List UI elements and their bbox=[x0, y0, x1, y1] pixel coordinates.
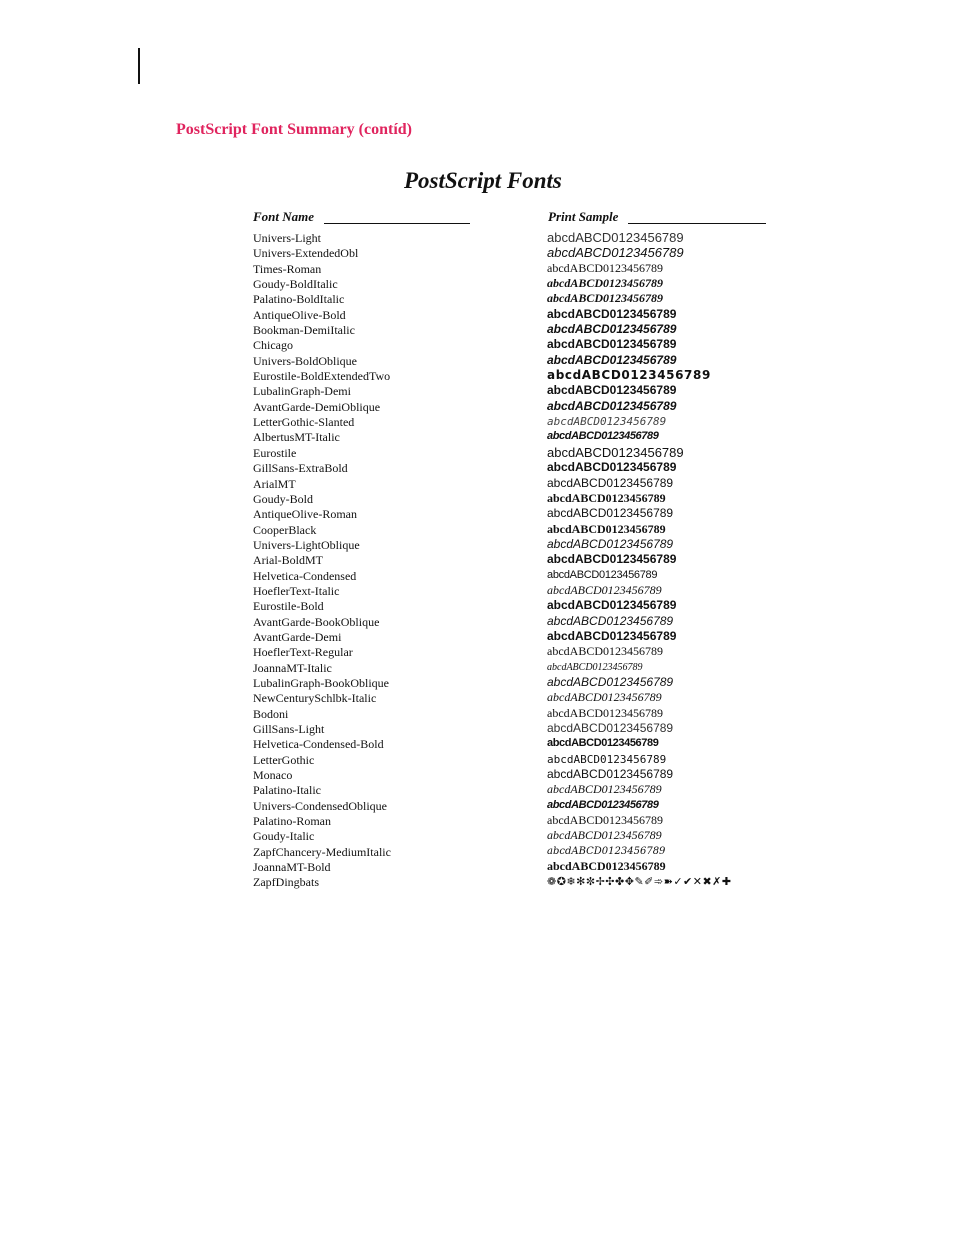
font-name-cell: Helvetica-Condensed-Bold bbox=[253, 737, 384, 752]
print-sample-cell: abcdABCD0123456789 bbox=[547, 415, 667, 429]
font-name-cell: Arial-BoldMT bbox=[253, 553, 323, 568]
print-sample-cell: ❁✪❄✻✼✢✣✤✥✎✐➾➽✓✔✕✖✗✚ bbox=[547, 875, 732, 889]
print-sample-cell: abcdABCD0123456789 bbox=[547, 628, 677, 643]
print-sample-cell: abcdABCD0123456789 bbox=[547, 661, 643, 673]
column-header-underline bbox=[324, 223, 470, 224]
font-name-cell: ArialMT bbox=[253, 476, 296, 491]
print-sample-cell: abcdABCD0123456789 bbox=[547, 444, 684, 460]
margin-change-bar bbox=[138, 48, 140, 84]
font-name-cell: ZapfChancery-MediumItalic bbox=[253, 844, 391, 859]
print-sample-cell: abcdABCD0123456789 bbox=[547, 506, 674, 521]
print-sample-cell: abcdABCD0123456789 bbox=[547, 644, 663, 659]
print-sample-list bbox=[547, 230, 732, 890]
font-name-cell: Univers-BoldOblique bbox=[253, 353, 357, 368]
print-sample-cell: abcdABCD0123456789 bbox=[547, 398, 677, 413]
column-header-font-name: Font Name bbox=[253, 209, 315, 224]
font-name-cell: Goudy-BoldItalic bbox=[253, 277, 338, 292]
font-name-cell: Palatino-Roman bbox=[253, 814, 331, 829]
font-name-cell: Univers-ExtendedObl bbox=[253, 246, 359, 261]
print-sample-cell: abcdABCD0123456789 bbox=[547, 582, 662, 597]
print-sample-cell: abcdABCD0123456789 bbox=[547, 276, 664, 291]
print-sample-cell: abcdABCD0123456789 bbox=[547, 521, 666, 536]
print-sample-cell: abcdABCD0123456789 bbox=[547, 690, 662, 705]
print-sample-cell: abcdABCD0123456789 bbox=[547, 230, 684, 245]
font-name-cell: Palatino-Italic bbox=[253, 783, 321, 798]
print-sample-cell: abcdABCD0123456789 bbox=[547, 705, 663, 720]
print-sample-cell: abcdABCD0123456789 bbox=[547, 613, 674, 628]
print-sample-cell: abcdABCD0123456789 bbox=[547, 568, 658, 581]
font-name-cell: Bodoni bbox=[253, 706, 289, 721]
print-sample-cell: abcdABCD0123456789 bbox=[547, 752, 667, 766]
font-name-cell: AvantGarde-Demi bbox=[253, 629, 342, 644]
font-name-cell: JoannaMT-Italic bbox=[253, 660, 332, 675]
font-name-cell: HoeflerText-Italic bbox=[253, 583, 340, 598]
font-name-cell: GillSans-Light bbox=[253, 722, 325, 736]
font-name-cell: LubalinGraph-Demi bbox=[253, 384, 351, 399]
font-name-cell: Goudy-Bold bbox=[253, 491, 313, 506]
font-name-cell: Times-Roman bbox=[253, 261, 322, 276]
print-sample-cell: abcdABCD0123456789 bbox=[547, 845, 666, 857]
print-sample-cell: abcdABCD0123456789 bbox=[547, 306, 677, 321]
print-sample-cell: abcdABCD0123456789 bbox=[547, 490, 666, 505]
print-sample-cell: abcdABCD0123456789 bbox=[547, 337, 677, 352]
print-sample-cell: abcdABCD0123456789 bbox=[547, 767, 674, 782]
font-name-cell: Univers-CondensedOblique bbox=[253, 798, 387, 813]
section-heading: PostScript Font Summary (contíd) bbox=[176, 121, 412, 138]
font-name-cell: NewCenturySchlbk-Italic bbox=[253, 691, 377, 706]
font-name-cell: Bookman-DemiItalic bbox=[253, 323, 355, 338]
font-name-cell: AntiqueOlive-Bold bbox=[253, 307, 346, 322]
print-sample-cell: abcdABCD0123456789 bbox=[547, 245, 684, 261]
font-name-cell: Monaco bbox=[253, 768, 293, 783]
print-sample-cell: abcdABCD0123456789 bbox=[547, 368, 711, 383]
print-sample-cell: abcdABCD0123456789 bbox=[547, 430, 659, 443]
print-sample-cell: abcdABCD0123456789 bbox=[547, 260, 663, 275]
print-sample-cell: abcdABCD0123456789 bbox=[547, 737, 659, 750]
print-sample-cell: abcdABCD0123456789 bbox=[547, 352, 677, 367]
page-title: PostScript Fonts bbox=[404, 168, 562, 193]
print-sample-cell: abcdABCD0123456789 bbox=[547, 859, 666, 874]
font-name-cell: AntiqueOlive-Roman bbox=[253, 507, 357, 522]
font-name-cell: Helvetica-Condensed bbox=[253, 568, 357, 583]
font-name-cell: Chicago bbox=[253, 338, 293, 353]
print-sample-cell: abcdABCD0123456789 bbox=[547, 674, 674, 689]
print-sample-cell: abcdABCD0123456789 bbox=[547, 383, 677, 398]
font-name-cell: Eurostile bbox=[253, 445, 297, 460]
font-name-list bbox=[253, 231, 391, 891]
print-sample-cell: abcdABCD0123456789 bbox=[547, 460, 677, 475]
print-sample-cell: abcdABCD0123456789 bbox=[547, 475, 674, 490]
font-name-cell: Univers-LightOblique bbox=[253, 537, 360, 552]
print-sample-cell: abcdABCD0123456789 bbox=[547, 798, 659, 811]
print-sample-cell: abcdABCD0123456789 bbox=[547, 721, 674, 735]
column-header-underline bbox=[628, 223, 766, 224]
font-name-cell: LubalinGraph-BookOblique bbox=[253, 675, 389, 690]
print-sample-cell: abcdABCD0123456789 bbox=[547, 782, 662, 797]
print-sample-cell: abcdABCD0123456789 bbox=[547, 813, 663, 828]
print-sample-cell: abcdABCD0123456789 bbox=[547, 536, 674, 551]
font-name-cell: LetterGothic-Slanted bbox=[253, 415, 355, 430]
print-sample-cell: abcdABCD0123456789 bbox=[547, 552, 677, 567]
font-name-cell: AvantGarde-BookOblique bbox=[253, 614, 380, 629]
font-name-cell: CooperBlack bbox=[253, 522, 317, 537]
font-name-cell: AvantGarde-DemiOblique bbox=[253, 399, 381, 414]
font-name-cell: Univers-Light bbox=[253, 231, 321, 245]
font-name-cell: HoeflerText-Regular bbox=[253, 645, 353, 660]
column-header-print-sample: Print Sample bbox=[548, 209, 619, 224]
font-name-cell: ZapfDingbats bbox=[253, 875, 319, 890]
font-name-cell: Eurostile-BoldExtendedTwo bbox=[253, 369, 391, 384]
font-name-cell: Eurostile-Bold bbox=[253, 599, 324, 614]
font-name-cell: GillSans-ExtraBold bbox=[253, 461, 348, 476]
print-sample-cell: abcdABCD0123456789 bbox=[547, 828, 662, 843]
font-name-cell: Goudy-Italic bbox=[253, 829, 315, 844]
font-name-cell: LetterGothic bbox=[253, 752, 315, 767]
print-sample-cell: abcdABCD0123456789 bbox=[547, 598, 677, 613]
font-name-cell: Palatino-BoldItalic bbox=[253, 292, 345, 307]
font-name-cell: JoannaMT-Bold bbox=[253, 860, 331, 875]
print-sample-cell: abcdABCD0123456789 bbox=[547, 322, 677, 337]
font-name-cell: AlbertusMT-Italic bbox=[253, 430, 340, 445]
print-sample-cell: abcdABCD0123456789 bbox=[547, 291, 664, 306]
